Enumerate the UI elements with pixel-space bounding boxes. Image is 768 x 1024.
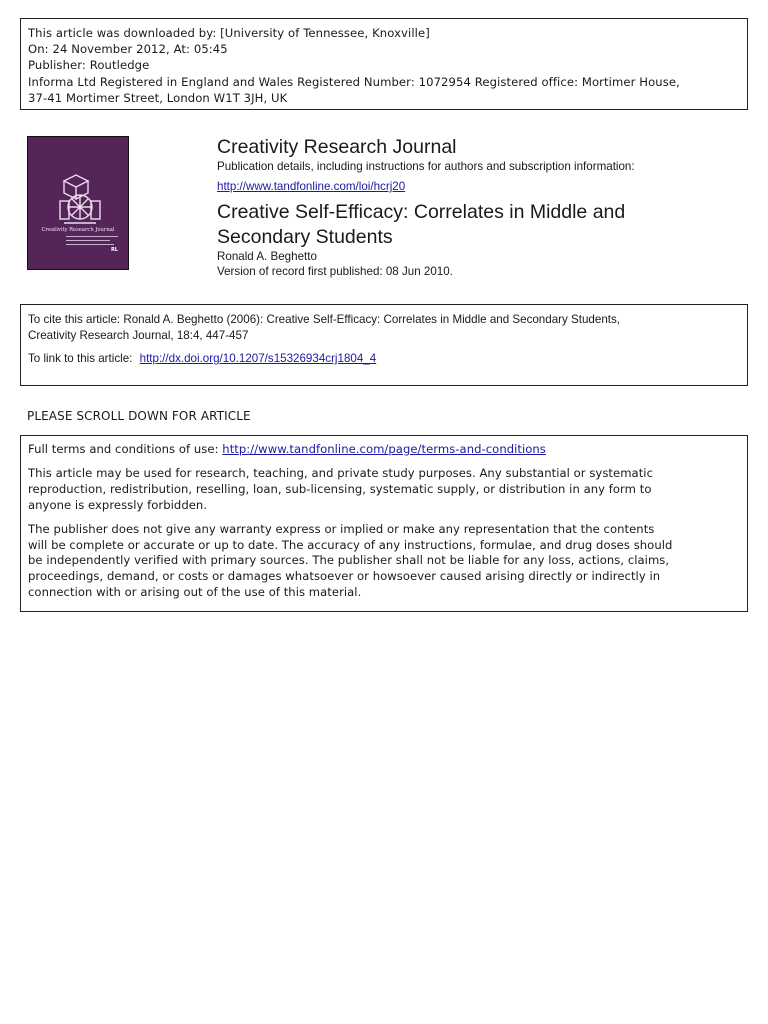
article-title xyxy=(217,200,737,249)
usage-line: This article may be used for research, teaching, and private study purposes. Any substantial or systematic xyxy=(28,465,653,480)
download-info-line: On: 24 November 2012, At: 05:45 xyxy=(28,42,228,57)
download-info-line: Publisher: Routledge xyxy=(28,58,150,73)
journal-title: Creativity Research Journal xyxy=(217,136,457,158)
usage-line: anyone is expressly forbidden. xyxy=(28,497,208,512)
article-version: Version of record first published: 08 Jun 2010. xyxy=(217,265,453,278)
terms-link[interactable]: http://www.tandfonline.com/page/terms-and-conditions xyxy=(222,442,546,456)
publication-details: Publication details, including instructions for authors and subscription information: xyxy=(217,160,635,173)
cover-divider xyxy=(66,240,110,241)
terms-link-row xyxy=(28,442,740,458)
download-info-box xyxy=(20,18,748,110)
citation-line: Creativity Research Journal, 18:4, 447-457 xyxy=(28,329,249,342)
disclaimer-line: The publisher does not give any warranty express or implied or make any representation that the contents xyxy=(28,521,655,536)
cover-divider xyxy=(66,244,114,245)
download-info-line: Informa Ltd Registered in England and Wales Registered Number: 1072954 Registered office: Mortimer House, xyxy=(28,74,680,89)
citation-link-row xyxy=(28,351,740,367)
scroll-down-note: PLEASE SCROLL DOWN FOR ARTICLE xyxy=(27,409,251,423)
cover-divider xyxy=(66,236,118,237)
download-info-line: This article was downloaded by: [University of Tennessee, Knoxville] xyxy=(28,26,430,40)
disclaimer-line: connection with or arising out of the use of this material. xyxy=(28,585,362,600)
terms-label: Full terms and conditions of use: xyxy=(28,442,219,456)
citation-box xyxy=(20,304,748,386)
journal-url-link[interactable]: http://www.tandfonline.com/loi/hcrj20 xyxy=(217,180,406,193)
publisher-logo: RL xyxy=(110,247,118,253)
journal-cover-image xyxy=(27,136,129,270)
cover-emblem-icon xyxy=(50,171,108,233)
disclaimer-line: be independently verified with primary sources. The publisher shall not be liable for any loss, actions, claims, xyxy=(28,553,670,568)
article-title-line: Secondary Students xyxy=(217,225,393,248)
citation-line: To cite this article: Ronald A. Beghetto (2006): Creative Self-Efficacy: Correlates in Middle and Secondary Students, xyxy=(28,313,621,326)
usage-paragraph xyxy=(28,466,740,514)
disclaimer-paragraph xyxy=(28,522,740,602)
disclaimer-line: proceedings, demand, or costs or damages whatsoever or howsoever caused arising directly or indirectly in xyxy=(28,569,661,584)
article-author: Ronald A. Beghetto xyxy=(217,250,317,263)
download-info-line: 37-41 Mortimer Street, London W1T 3JH, UK xyxy=(28,90,288,105)
cover-title: Creativity Research Journal xyxy=(41,227,115,233)
terms-box xyxy=(20,435,748,612)
usage-line: reproduction, redistribution, reselling, loan, sub-licensing, systematic supply, or distribution in any form to xyxy=(28,481,652,496)
doi-link[interactable]: http://dx.doi.org/10.1207/s15326934crj1804_4 xyxy=(139,352,377,365)
disclaimer-line: will be complete or accurate or up to date. The accuracy of any instructions, formulae, and drug doses should xyxy=(28,537,673,552)
citation-link-label: To link to this article: xyxy=(28,352,133,365)
journal-header xyxy=(217,136,747,195)
article-title-line: Creative Self-Efficacy: Correlates in Middle and xyxy=(217,201,626,223)
